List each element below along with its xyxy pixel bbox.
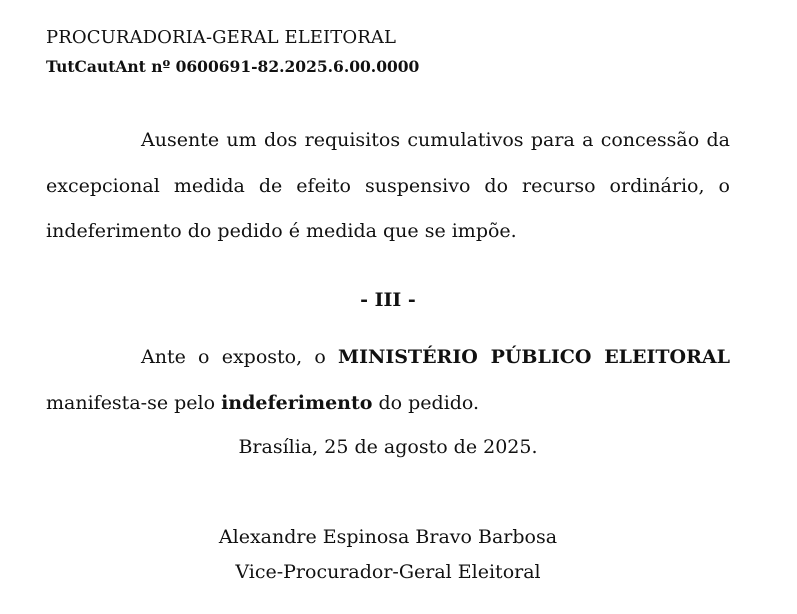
paragraph-text-part1: Ante o exposto, o: [141, 346, 339, 368]
place-date: Brasília, 25 de agosto de 2025.: [238, 436, 538, 458]
signer-title: Vice-Procurador-Geral Eleitoral: [235, 561, 541, 583]
paragraph-request: [46, 335, 730, 426]
paragraph-bold-institution: MINISTÉRIO PÚBLICO ELEITORAL: [338, 346, 730, 368]
paragraph-conclusion: Ausente um dos requisitos cumulativos para a concessão da excepcional medida de efeito suspensivo do recurso ordinário, o indeferimento do pedido é medida que se impõe.: [46, 129, 730, 242]
paragraph-text-part3: do pedido.: [372, 391, 480, 414]
header-organization: PROCURADORIA-GERAL ELEITORAL: [46, 27, 397, 48]
header-process-number: TutCautAnt nº 0600691-82.2025.6.00.0000: [46, 57, 420, 76]
paragraph-bold-decision: indeferimento: [221, 391, 373, 414]
signer-name: Alexandre Espinosa Bravo Barbosa: [218, 526, 558, 548]
paragraph-text-part2: manifesta-se pelo: [46, 391, 222, 414]
section-heading: - III -: [360, 289, 416, 311]
